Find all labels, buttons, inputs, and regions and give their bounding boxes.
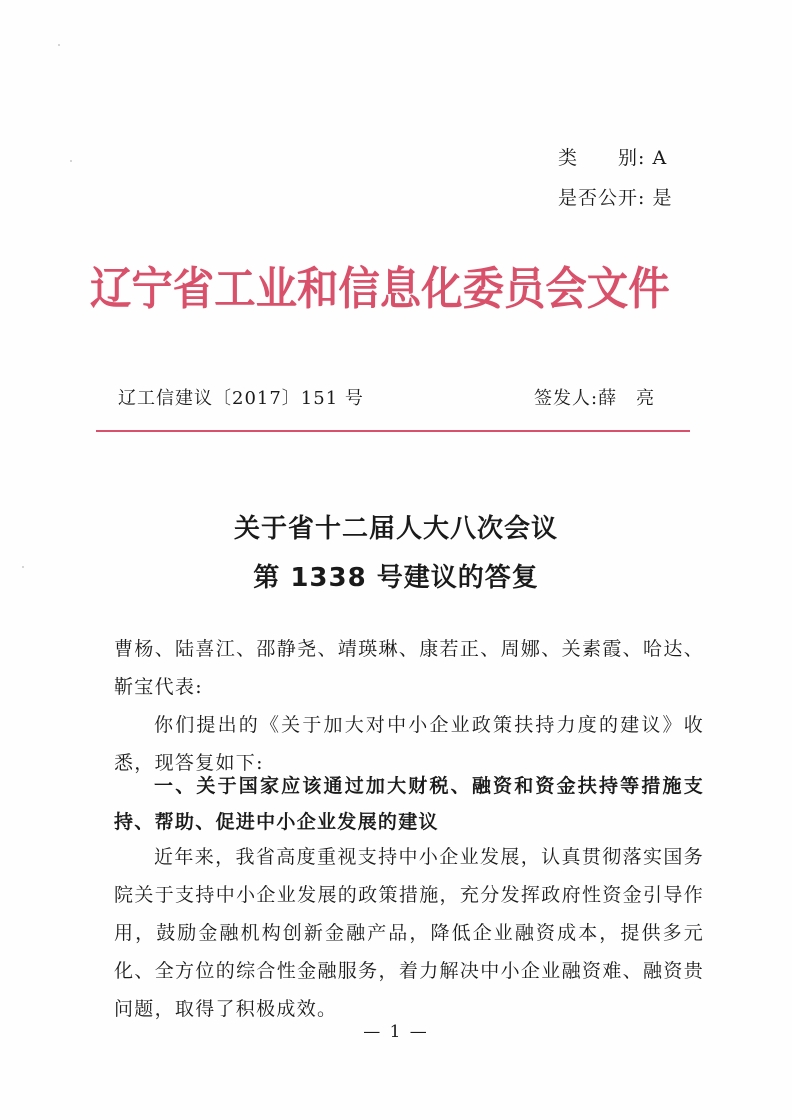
section-heading: 一、关于国家应该通过加大财税、融资和资金扶持等措施支持、帮助、促进中小企业发展的建议 xyxy=(114,775,704,833)
scan-speck xyxy=(70,160,72,162)
category-label: 类 别: A xyxy=(558,147,668,169)
scan-speck xyxy=(58,44,60,46)
public-status-label: 是否公开: 是 xyxy=(558,187,673,209)
document-number: 辽工信建议〔2017〕151 号 xyxy=(118,388,364,409)
document-title-line-1: 关于省十二届人大八次会议 xyxy=(233,514,558,544)
salutation: 曹杨、陆喜江、邵静尧、靖瑛琳、康若正、周娜、关素霞、哈达、靳宝代表: xyxy=(114,638,704,698)
body-paragraph: 近年来，我省高度重视支持中小企业发展，认真贯彻落实国务院关于支持中小企业发展的政策措施，充分发挥政府性资金引导作用，鼓励金融机构创新金融产品，降低企业融资成本，提供多元化、全方位的综合性金融服务，着力解决中小企业融资难、融资贵问题，取得了积极成效。 xyxy=(114,846,704,1020)
red-divider-line xyxy=(96,430,690,432)
page-number: — 1 — xyxy=(363,1022,429,1042)
intro-paragraph: 你们提出的《关于加大对中小企业政策扶持力度的建议》收悉，现答复如下: xyxy=(114,714,704,774)
document-title-line-2: 第 1338 号建议的答复 xyxy=(253,563,539,593)
signatory: 签发人:薛 亮 xyxy=(534,388,656,409)
issuer-title: 辽宁省工业和信息化委员会文件 xyxy=(90,262,670,315)
